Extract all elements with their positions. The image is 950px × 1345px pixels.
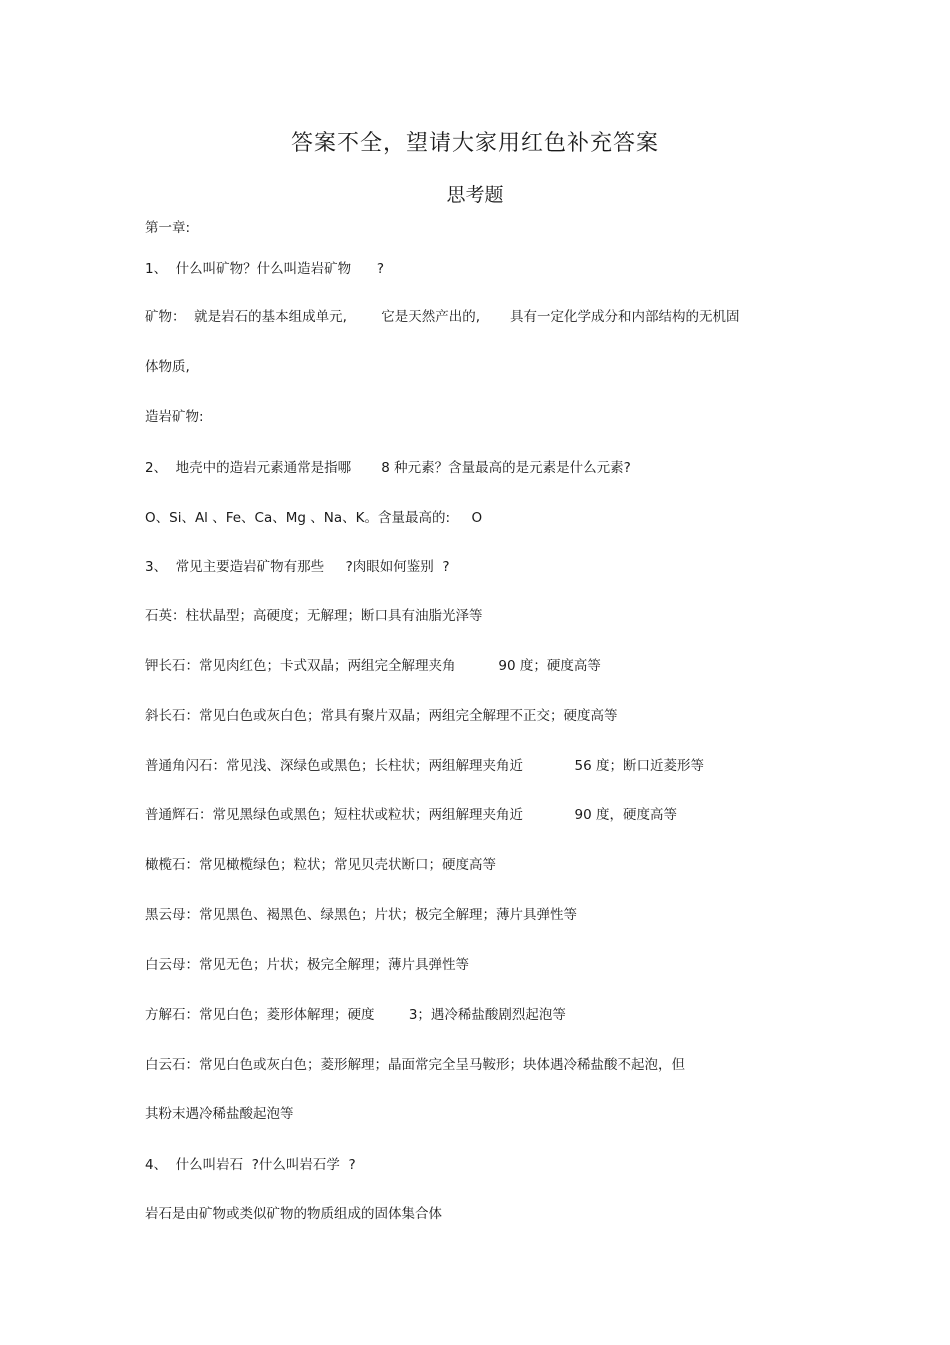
question-3: 3、 常见主要造岩矿物有那些 ?肉眼如何鉴别 ?	[145, 559, 450, 575]
answer-line: O、Si、Al 、Fe、Ca、Mg 、Na、K。含量最高的: O	[145, 510, 483, 526]
answer-line: 橄榄石：常见橄榄绿色；粒状；常见贝壳状断口；硬度高等	[145, 857, 496, 873]
answer-line: 斜长石：常见白色或灰白色；常具有聚片双晶；两组完全解理不正交；硬度高等	[145, 708, 618, 724]
answer-line: 岩石是由矿物或类似矿物的物质组成的固体集合体	[145, 1206, 442, 1222]
answer-line: 黑云母：常见黑色、褐黑色、绿黑色；片状；极完全解理；薄片具弹性等	[145, 907, 577, 923]
answer-line: 方解石：常见白色；菱形体解理；硬度 3；遇冷稀盐酸剧烈起泡等	[145, 1007, 566, 1023]
answer-line: 其粉末遇冷稀盐酸起泡等	[145, 1106, 294, 1122]
answer-line: 钾长石：常见肉红色；卡式双晶；两组完全解理夹角 90 度；硬度高等	[145, 658, 601, 674]
question-4: 4、 什么叫岩石 ?什么叫岩石学 ?	[145, 1157, 356, 1173]
answer-line: 造岩矿物:	[145, 409, 204, 425]
answer-line: 体物质,	[145, 359, 190, 375]
answer-line: 石英：柱状晶型；高硬度；无解理；断口具有油脂光泽等	[145, 608, 483, 624]
answer-line: 白云石：常见白色或灰白色；菱形解理；晶面常完全呈马鞍形；块体遇冷稀盐酸不起泡，但	[145, 1057, 685, 1073]
answer-line: 白云母：常见无色；片状；极完全解理；薄片具弹性等	[145, 957, 469, 973]
question-2: 2、 地壳中的造岩元素通常是指哪 8 种元素？含量最高的是元素是什么元素?	[145, 460, 631, 476]
answer-line: 普通角闪石：常见浅、深绿色或黑色；长柱状；两组解理夹角近 56 度；断口近菱形等	[145, 758, 704, 774]
document-title: 答案不全，望请大家用红色补充答案	[290, 131, 659, 156]
document-subtitle: 思考题	[446, 184, 504, 206]
answer-line: 普通辉石：常见黑绿色或黑色；短柱状或粒状；两组解理夹角近 90 度，硬度高等	[145, 807, 677, 823]
chapter-heading: 第一章:	[145, 220, 191, 236]
answer-line: 矿物： 就是岩石的基本组成单元, 它是天然产出的, 具有一定化学成分和内部结构的无机固	[145, 309, 740, 325]
question-1: 1、 什么叫矿物？什么叫造岩矿物 ?	[145, 261, 385, 277]
